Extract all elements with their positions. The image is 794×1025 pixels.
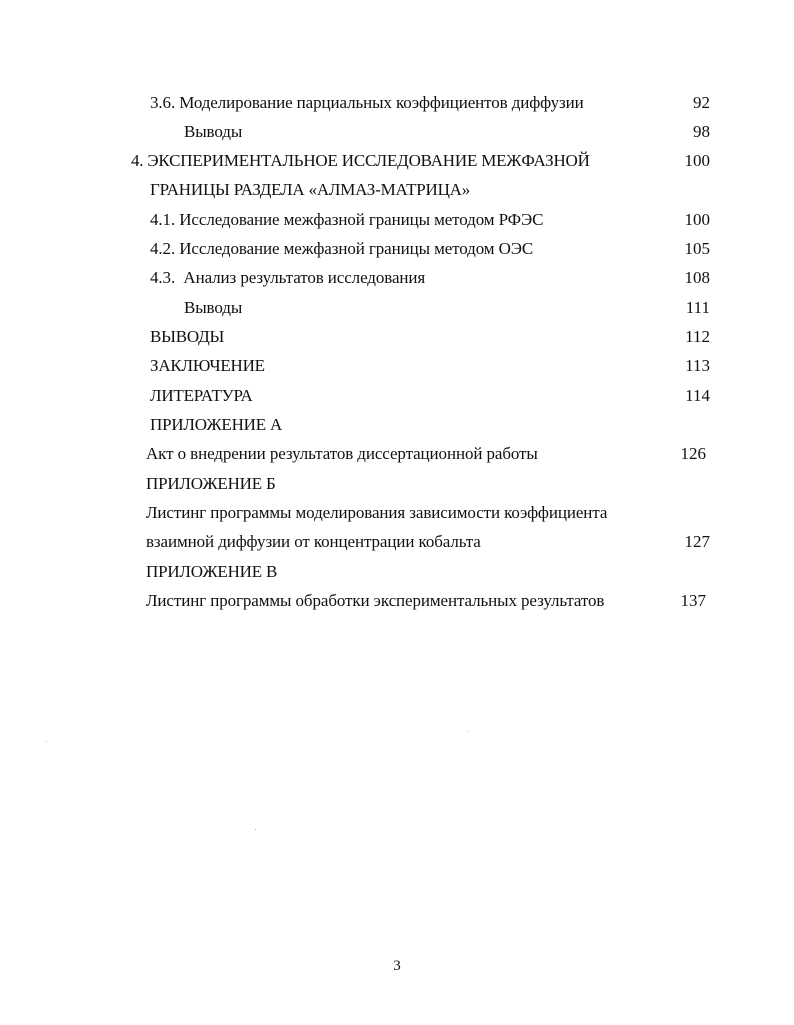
toc-entry-4-3: 4.3. Анализ результатов исследования [150,268,426,287]
toc-page-conclusions-4: 111 [685,298,710,317]
toc-page-appendix-b-listing: 127 [684,532,710,551]
toc-entry-4-2: 4.2. Исследование межфазной границы методом ОЭС [150,239,534,258]
toc-entry-literature: ЛИТЕРАТУРА [150,386,253,405]
toc-entry-conclusion: ЗАКЛЮЧЕНИЕ [150,356,265,375]
toc-page-appendix-v-listing: 137 [680,591,706,610]
toc-entry-appendix-v: ПРИЛОЖЕНИЕ В [146,562,278,581]
toc-entry-appendix-b-listing: Листинг программы моделирования зависимости коэффициента [146,503,608,522]
toc-entry-appendix-a-act: Акт о внедрении результатов диссертационной работы [146,444,538,463]
toc-entry-4-1: 4.1. Исследование межфазной границы методом РФЭС [150,210,544,229]
toc-entry-general-conclusions: ВЫВОДЫ [150,327,225,346]
toc-entry-chapter-4-cont: ГРАНИЦЫ РАЗДЕЛА «АЛМАЗ-МАТРИЦА» [150,180,471,199]
toc-page-conclusion: 113 [685,356,710,375]
toc-page-4-2: 105 [684,239,710,258]
toc-page-4-3: 108 [684,268,710,287]
scan-speck [255,829,256,830]
scan-speck [467,731,468,732]
toc-entry-appendix-a: ПРИЛОЖЕНИЕ А [150,415,283,434]
toc-entry-3-6: 3.6. Моделирование парциальных коэффициентов диффузии [150,93,584,112]
toc-page-conclusions-3: 98 [693,122,710,141]
toc-page-literature: 114 [685,386,710,405]
toc-entry-conclusions-4: Выводы [184,298,243,317]
toc-page-general-conclusions: 112 [685,327,710,346]
page-number: 3 [393,958,401,974]
toc-page-chapter-4: 100 [684,151,710,170]
toc-entry-appendix-b-listing-cont: взаимной диффузии от концентрации кобальта [146,532,481,551]
scan-speck [46,741,47,742]
toc-page-appendix-a-act: 126 [680,444,706,463]
toc-entry-conclusions-3: Выводы [184,122,243,141]
toc-entry-chapter-4: 4. ЭКСПЕРИМЕНТАЛЬНОЕ ИССЛЕДОВАНИЕ МЕЖФАЗНОЙ [131,151,590,170]
toc-page-3-6: 92 [693,93,710,112]
toc-entry-appendix-v-listing: Листинг программы обработки экспериментальных результатов [146,591,605,610]
toc-entry-appendix-b: ПРИЛОЖЕНИЕ Б [146,474,276,493]
toc-page-4-1: 100 [684,210,710,229]
